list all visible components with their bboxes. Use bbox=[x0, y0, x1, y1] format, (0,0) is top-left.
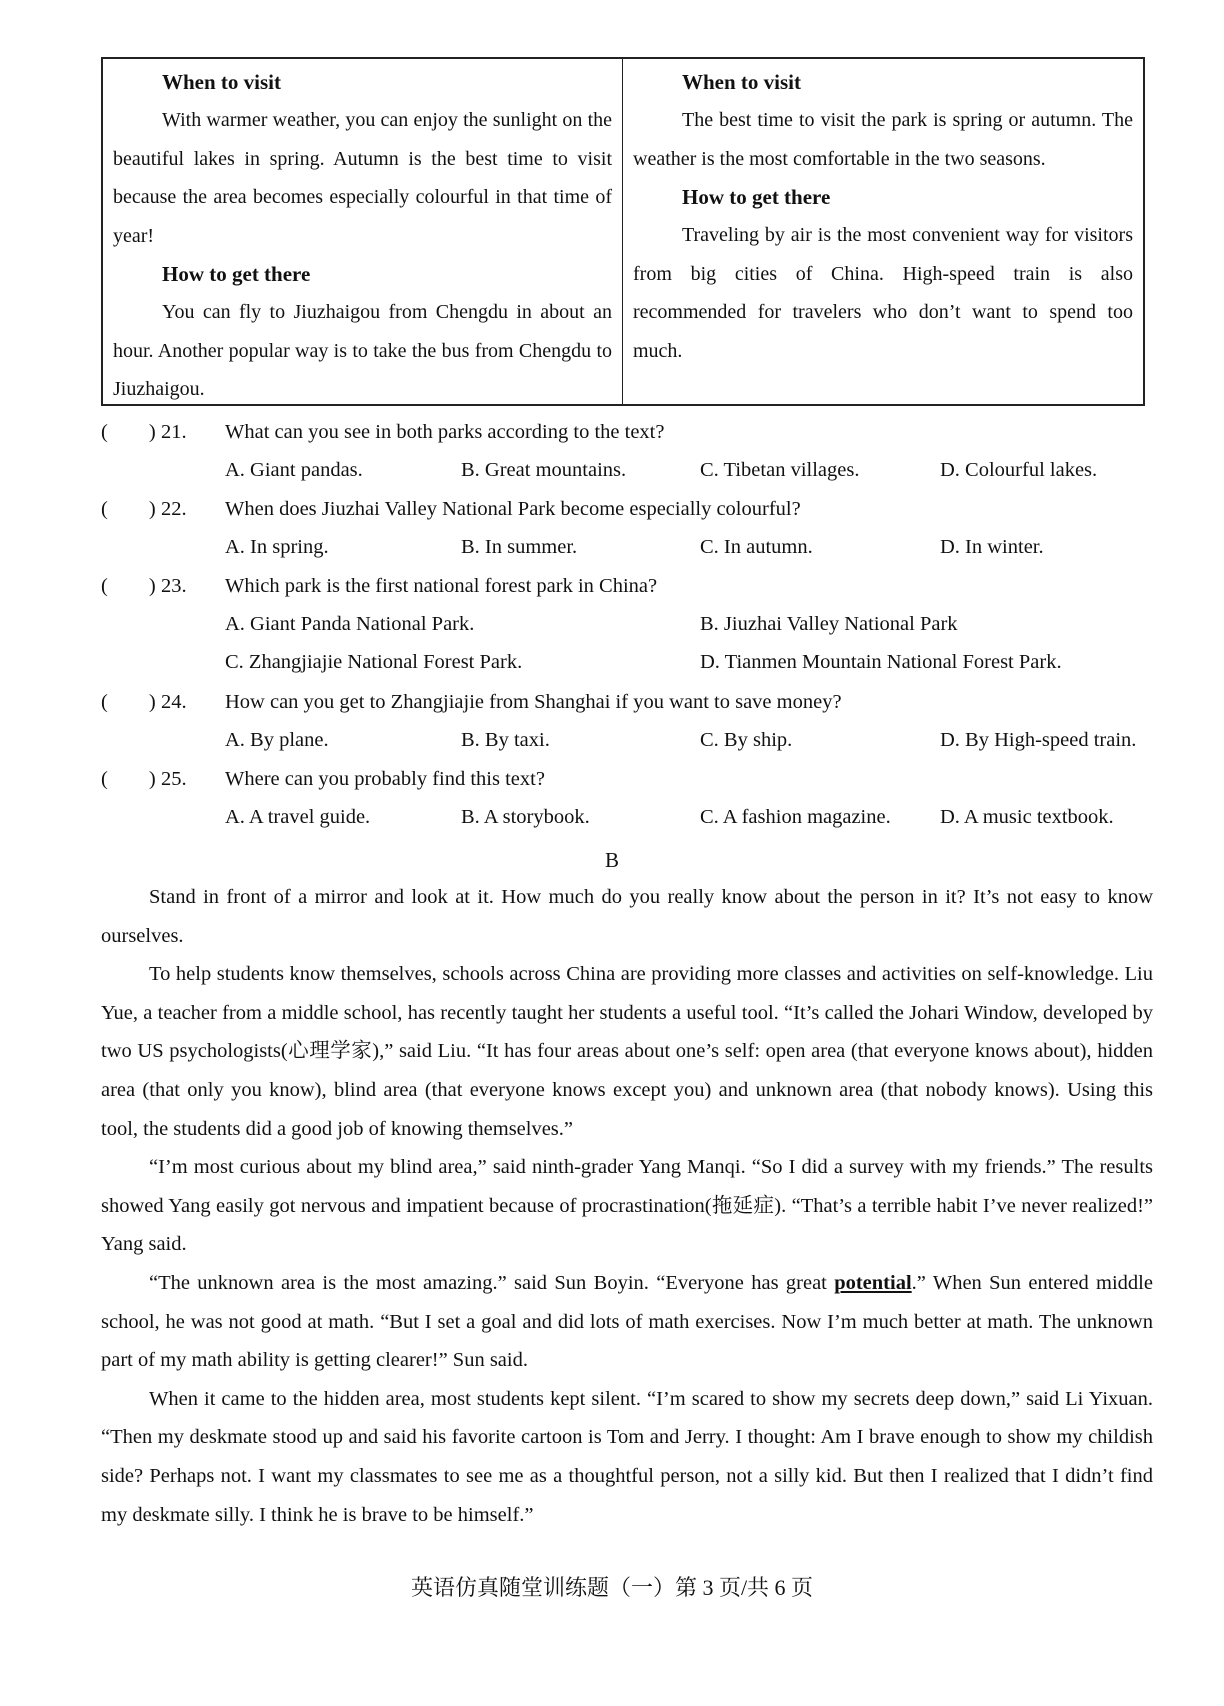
option-d: D. Tianmen Mountain National Forest Park. bbox=[700, 651, 1062, 673]
option-d: D. A music textbook. bbox=[940, 806, 1114, 828]
option-a: A. By plane. bbox=[225, 729, 329, 751]
passage-paragraph-5: When it came to the hidden area, most students kept silent. “I’m scared to show my secrets deep down,” said Li Yixuan. “Then my deskmate stood up and said his favorite cartoon is Tom and Jerry. I thought: Am I brave enough to show my childish side? Perhaps not. I want my classmates to see me as a thoughtful person, not a silly kid. But then I realized that I didn’t find my deskmate silly. I think he is brave to be himself.” bbox=[101, 1387, 1153, 1526]
passage-paragraph-3: “I’m most curious about my blind area,” said ninth-grader Yang Manqi. “So I did a survey with my friends.” The results showed Yang easily got nervous and impatient because of procrastination(拖延症). “That’s a terrible habit I’ve never realized!” Yang said. bbox=[101, 1156, 1153, 1256]
question-number: 21. bbox=[161, 421, 187, 443]
paragraph-4-text-end: .” When Sun entered middle school, he was not good at math. “But I set a goal and did lots of math exercises. Now I’m much better at math. The unknown part of my math ability is getting clearer!” Sun said. bbox=[101, 1271, 1153, 1372]
table-col-left bbox=[103, 59, 623, 404]
option-c: C. In autumn. bbox=[700, 536, 813, 558]
option-a: A. Giant Panda National Park. bbox=[225, 613, 475, 635]
question-stem: When does Jiuzhai Valley National Park become especially colourful? bbox=[225, 498, 801, 520]
option-d: D. Colourful lakes. bbox=[940, 459, 1098, 481]
right-heading-when: When to visit bbox=[682, 70, 802, 94]
keyword-potential: potential bbox=[834, 1271, 912, 1294]
option-d: D. In winter. bbox=[940, 536, 1044, 558]
passage-paragraph-2: To help students know themselves, schools across China are providing more classes and activities on self-knowledge. Liu Yue, a teacher from a middle school, has recently taught her students a useful tool. “It’s called the Johari Window, developed by two US psychologists(心理学家),” said Liu. “It has four areas about one’s self: open area (that everyone knows about), hidden area (that only you know), blind area (that everyone knows except you) and unknown area (that nobody knows). Using this tool, the students did a good job of knowing themselves.” bbox=[101, 963, 1153, 1140]
option-b: B. A storybook. bbox=[461, 806, 590, 828]
right-text-how: Traveling by air is the most convenient way for visitors from big cities of China. High-speed train is also recommended for travelers who don’t want to spend too much. bbox=[633, 224, 1133, 362]
question-stem: Which park is the first national forest park in China? bbox=[225, 575, 658, 597]
left-heading-how: How to get there bbox=[162, 262, 311, 286]
question-stem: Where can you probably find this text? bbox=[225, 768, 545, 790]
question-stem: What can you see in both parks according to the text? bbox=[225, 421, 665, 443]
option-b: B. Great mountains. bbox=[461, 459, 627, 481]
answer-blank[interactable]: ( ) bbox=[101, 421, 156, 443]
left-heading-when: When to visit bbox=[162, 70, 282, 94]
passage-paragraph-1: Stand in front of a mirror and look at it. How much do you really know about the person in it? It’s not easy to know ourselves. bbox=[101, 886, 1153, 947]
question-number: 23. bbox=[161, 575, 187, 597]
answer-blank[interactable]: ( ) bbox=[101, 691, 156, 713]
left-text-when: With warmer weather, you can enjoy the sunlight on the beautiful lakes in spring. Autumn is the best time to visit because the area becomes especially colourful in that time of year! bbox=[113, 109, 612, 247]
option-c: C. A fashion magazine. bbox=[700, 806, 891, 828]
option-c: C. By ship. bbox=[700, 729, 793, 751]
table-col-right bbox=[623, 59, 1143, 404]
option-c: C. Tibetan villages. bbox=[700, 459, 860, 481]
section-letter: B bbox=[604, 848, 619, 872]
info-table bbox=[101, 57, 1145, 406]
question-number: 22. bbox=[161, 498, 187, 520]
option-a: A. A travel guide. bbox=[225, 806, 371, 828]
option-a: A. In spring. bbox=[225, 536, 329, 558]
option-d: D. By High-speed train. bbox=[940, 729, 1137, 751]
left-text-how: You can fly to Jiuzhaigou from Chengdu in about an hour. Another popular way is to take the bus from Chengdu to Jiuzhaigou. bbox=[113, 301, 612, 400]
option-c: C. Zhangjiajie National Forest Park. bbox=[225, 651, 523, 673]
passage-paragraph-4 bbox=[101, 1264, 1153, 1380]
option-b: B. Jiuzhai Valley National Park bbox=[700, 613, 958, 635]
right-heading-how: How to get there bbox=[682, 185, 831, 209]
answer-blank[interactable]: ( ) bbox=[101, 768, 156, 790]
option-b: B. By taxi. bbox=[461, 729, 550, 751]
question-number: 24. bbox=[161, 691, 187, 713]
option-b: B. In summer. bbox=[461, 536, 578, 558]
question-stem: How can you get to Zhangjiajie from Shanghai if you want to save money? bbox=[225, 691, 842, 713]
paragraph-4-text-start: “The unknown area is the most amazing.” said Sun Boyin. “Everyone has great bbox=[149, 1271, 835, 1294]
question-number: 25. bbox=[161, 768, 187, 790]
reading-passage bbox=[101, 878, 1153, 1534]
right-text-when: The best time to visit the park is spring or autumn. The weather is the most comfortable in the two seasons. bbox=[633, 109, 1133, 170]
answer-blank[interactable]: ( ) bbox=[101, 575, 156, 597]
option-a: A. Giant pandas. bbox=[225, 459, 363, 481]
page-footer: 英语仿真随堂训练题（一）第 3 页/共 6 页 bbox=[410, 1575, 814, 1600]
answer-blank[interactable]: ( ) bbox=[101, 498, 156, 520]
